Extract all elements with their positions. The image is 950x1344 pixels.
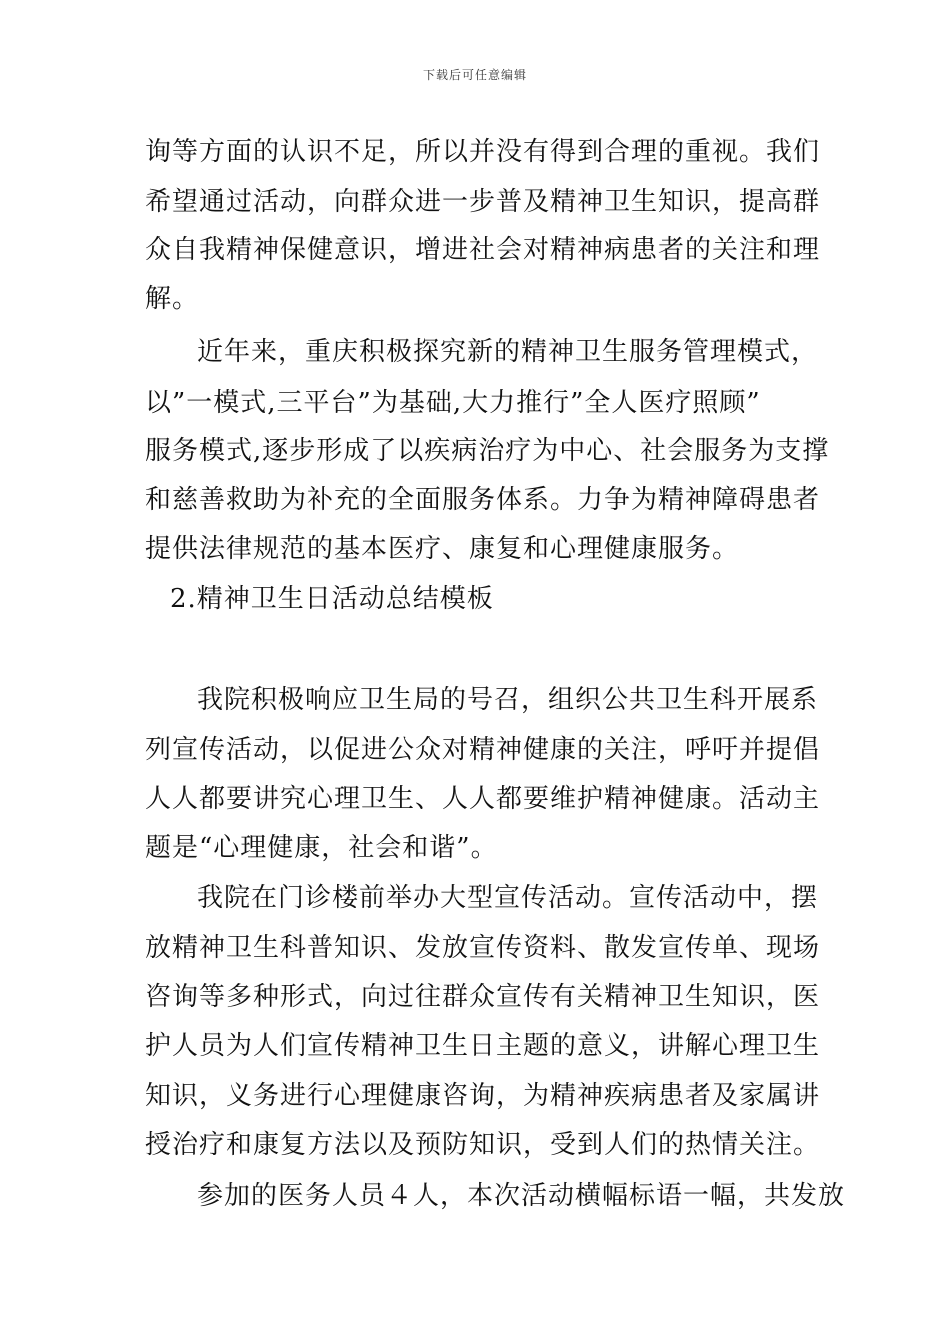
text-line: 列宣传活动，以促进公众对精神健康的关注，呼吁并提倡 — [145, 735, 821, 765]
text-line: 近年来，重庆积极探究新的精神卫生服务管理模式， — [197, 337, 819, 367]
text-line: 服务模式,逐步形成了以疾病治疗为中心、社会服务为支撑 — [145, 436, 830, 466]
text-line: 人人都要讲究心理卫生、人人都要维护精神健康。活动主 — [145, 784, 821, 814]
text-line: 询等方面的认识不足，所以并没有得到合理的重视。我们 — [145, 137, 821, 167]
page-header: 下载后可任意编辑 — [422, 68, 527, 82]
text-line: 解。 — [145, 284, 200, 314]
text-line: 题是“心理健康，社会和谐”。 — [145, 833, 498, 863]
text-line: 我院在门诊楼前举办大型宣传活动。宣传活动中，摆 — [197, 883, 819, 913]
text-line: 参加的医务人员４人，本次活动横幅标语一幅，共发放 — [197, 1181, 846, 1211]
text-line: 众自我精神保健意识，增进社会对精神病患者的关注和理 — [145, 235, 821, 265]
text-line: 我院积极响应卫生局的号召，组织公共卫生科开展系 — [197, 685, 819, 715]
text-line: 希望通过活动，向群众进一步普及精神卫生知识，提高群 — [145, 187, 821, 217]
text-line: 授治疗和康复方法以及预防知识，受到人们的热情关注。 — [145, 1130, 821, 1160]
text-line: 提供法律规范的基本医疗、康复和心理健康服务。 — [145, 534, 740, 564]
text-line: 护人员为人们宣传精神卫生日主题的意义，讲解心理卫生 — [145, 1031, 821, 1061]
text-line: 以”一模式,三平台”为基础,大力推行”全人医疗照顾” — [145, 388, 761, 418]
section-heading: 2.精神卫生日活动总结模板 — [170, 584, 494, 614]
text-line: 和慈善救助为补充的全面服务体系。力争为精神障碍患者 — [145, 485, 821, 515]
text-line: 咨询等多种形式，向过往群众宣传有关精神卫生知识，医 — [145, 982, 821, 1012]
text-line: 知识，义务进行心理健康咨询，为精神疾病患者及家属讲 — [145, 1081, 821, 1111]
text-line: 放精神卫生科普知识、发放宣传资料、散发宣传单、现场 — [145, 933, 821, 963]
